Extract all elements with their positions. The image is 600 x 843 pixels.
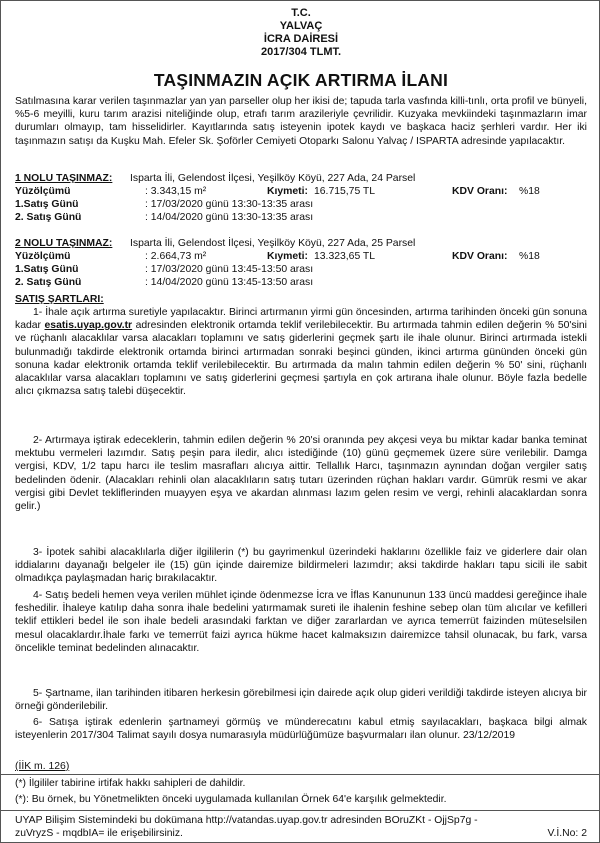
property1-heading: 1 NOLU TAŞINMAZ: xyxy=(15,173,113,184)
condition-1-text-after: adresinden elektronik ortamda teklif verilebilecektir. Bu artırmada tahmin edilen değerin % 50'sini ve rüçhanlı alacaklılar varsa alacakları toplamını ve satış giderlerini geçmek şartı ile ihale olunur. Birinci artırmada istekli bulunmadığı takdirde elektronik ortamda birinci artırmadan sonraki beşinci günden, ikinci artırma gününden önceki gün sonuna kadar elektronik ortamda teklif verilebilecektir. Bu artırmada da malın tahmin edilen değerin % 50' sini, rüçhanlı alacaklılar varsa alacakları toplamını ve satış giderlerini geçmesi şartıyla en çok artırana ihale olunur. Böyle fazla bedelle alıcı çıkmazsa satış talebi düşecektir. xyxy=(15,320,587,398)
footer-line-1: UYAP Bilişim Sistemindeki bu dokümana http://vatandas.uyap.gov.tr adresinden BOruZKt - OjjSp7g - xyxy=(15,815,478,826)
condition-4 xyxy=(15,589,587,655)
property2-sale1-value: : 17/03/2020 günü 13:45-13:50 arası xyxy=(145,264,314,275)
conditions-heading: SATIŞ ŞARTLARI: xyxy=(15,294,104,305)
property1-sale1-label: 1.Satış Günü xyxy=(15,199,79,210)
property2-area-label: Yüzölçümü xyxy=(15,251,71,262)
property1-area-label: Yüzölçümü xyxy=(15,186,71,197)
condition-2 xyxy=(15,434,587,513)
property2-sale2-label: 2. Satış Günü xyxy=(15,277,82,288)
condition-5 xyxy=(15,687,587,713)
property2-area-row xyxy=(15,250,587,263)
note-1: (*) İlgililer tabirine irtifak hakkı sahipleri de dahildir. xyxy=(15,778,246,789)
footer-version: V.İ.No: 2 xyxy=(547,828,587,839)
condition-1 xyxy=(15,306,587,398)
property2-sale1-label: 1.Satış Günü xyxy=(15,264,79,275)
property2-sale2-row xyxy=(15,276,587,289)
footer-line-2-row xyxy=(15,827,587,840)
property2-sale1-row xyxy=(15,263,587,276)
footer-line-2: zuVryzS - mqdbIA= ile erişebilirsiniz. xyxy=(15,828,183,839)
property1-sale1-row xyxy=(15,198,587,211)
property1-sale2-value: : 14/04/2020 günü 13:30-13:35 arası xyxy=(145,212,314,223)
property1-sale1-value: : 17/03/2020 günü 13:30-13:35 arası xyxy=(145,199,314,210)
footer-divider xyxy=(1,810,600,811)
condition-3-text: 3- İpotek sahibi alacaklılarla diğer ilgililerin (*) bu gayrimenkul üzerindeki haklarını özellikle faiz ve giderlere dair olan iddialarını dayanağı belgeler ile (15) gün içinde dairemize bildirmeleri lazımdır; aksi takdirde hakları tapu sicili ile sabit olmadıkça paylaşmadan hariç bırakılacaktır. xyxy=(15,547,587,585)
property2-kdv-label: KDV Oranı: xyxy=(452,251,508,262)
property2-value-label: Kıymeti: xyxy=(267,251,308,262)
header-office: İCRA DAİRESİ xyxy=(263,33,339,45)
property1-heading-row xyxy=(15,172,587,185)
header-file-number: 2017/304 TLMT. xyxy=(260,46,342,58)
page-title: TAŞINMAZIN AÇIK ARTIRMA İLANI xyxy=(153,70,449,90)
intro-paragraph: Satılmasına karar verilen taşınmazlar yan yan parseller olup her ikisi de; tapuda tarla vasfında killi-tınlı, orta profil ve bünyeli, %5-6 meyilli, kuru tarım arazisi niteliğinde olup, etrafı tarım arazileriyle çevrilidir. Kuzyaka mevkiindeki taşınmazların imar durumları olmayıp, tam hisselidirler. Kayıtlarında satış isteyenin ipotek kaydı ve başkaca haciz şerhleri vardır. Her iki taşınmazın satışı da Kuşku Mah. Efeler Sk. Şoförler Cemiyeti Otoparkı Salonu Yalvaç / ISPARTA adresinde yapılacaktır. xyxy=(15,96,587,147)
property2-sale2-value: : 14/04/2020 günü 13:45-13:50 arası xyxy=(145,277,314,288)
property1-kdv-value: %18 xyxy=(519,186,540,197)
property2-area-value: : 2.664,73 m² xyxy=(145,251,207,262)
header-tc: T.C. xyxy=(291,7,311,19)
notes-divider xyxy=(1,774,600,775)
property2-location: Isparta İli, Gelendost İlçesi, Yeşilköy Köyü, 227 Ada, 25 Parsel xyxy=(130,238,416,249)
note-2: (*): Bu örnek, bu Yönetmelikten önceki uygulamada kullanılan Örnek 64'e karşılık gelmektedir. xyxy=(15,794,447,805)
property1-location: Isparta İli, Gelendost İlçesi, Yeşilköy Köyü, 227 Ada, 24 Parsel xyxy=(130,173,416,184)
condition-6-text: 6- Satışa iştirak edenlerin şartnameyi görmüş ve münderecatını kabul etmiş sayılacakları, başkaca bilgi almak isteyenlerin 2017/304 Talimat sayılı dosya numarasıyla müdürlüğümüze başvurmaları ilan olunur. 23/12/2019 xyxy=(15,717,587,742)
property2-value-value: 13.323,65 TL xyxy=(314,251,376,262)
property2-heading-row xyxy=(15,237,587,250)
header-city: YALVAÇ xyxy=(279,20,323,32)
condition-4-text: 4- Satış bedeli hemen veya verilen mühlet içinde ödenmezse İcra ve İflas Kanununun 133 üncü maddesi gereğince ihale feshedilir. İhaleye katılıp daha sonra ihale bedelini yatırmamak sureti ile ihalenin feshine sebep olan tüm alıcılar ve kefilleri teklif ettikleri bedel ile son ihale bedeli arasındaki farktan ve diğer zararlardan ve ayrıca temerrüt faizinden müteselsilen mesul olacaklardır.İhale farkı ve temerrüt faizi ayrıca hükme hacet kalmaksızın dairemizce tahsil olunacak, bu fark, varsa öncelikle teminat bedelinden alınacaktır. xyxy=(15,590,587,654)
property1-sale2-label: 2. Satış Günü xyxy=(15,212,82,223)
property2-heading: 2 NOLU TAŞINMAZ: xyxy=(15,238,113,249)
iik-reference: (İİK m. 126) xyxy=(15,761,70,772)
esatis-link[interactable]: esatis.uyap.gov.tr xyxy=(44,320,133,332)
condition-5-text: 5- Şartname, ilan tarihinden itibaren herkesin görebilmesi için dairede açık olup gideri verildiği takdirde isteyen alıcıya bir örneği gönderilebilir. xyxy=(15,688,587,713)
property1-area-row xyxy=(15,185,587,198)
property2-kdv-value: %18 xyxy=(519,251,540,262)
property1-kdv-label: KDV Oranı: xyxy=(452,186,508,197)
condition-3 xyxy=(15,546,587,586)
property1-area-value: : 3.343,15 m² xyxy=(145,186,207,197)
condition-6 xyxy=(15,716,587,742)
property1-value-label: Kıymeti: xyxy=(267,186,308,197)
condition-2-text: 2- Artırmaya iştirak edeceklerin, tahmin edilen değerin % 20'si oranında pey akçesi veya bu miktar kadar banka teminat mektubu vermeleri lazımdır. Satış peşin para iledir, alıcı istediğinde (10) günü geçmemek üzere süre verilebilir. Damga vergisi, KDV, 1/2 tapu harcı ile teslim masrafları alıcıya aittir. Tellallık Harcı, taşınmazın aynından doğan vergiler satış bedelinden ödenir. (Alacakları rehinli olan alacaklıların satış tutarı üzerinden rüçhan hakları vardır. Gümrük resmi ve akar vergisi gibi Devlet tekliflerinden muayyen eşya ve akardan alınması lazım gelen resim ve vergi, rehinli alacaklardan sonra gelir.) xyxy=(15,435,587,513)
property1-value-value: 16.715,75 TL xyxy=(314,186,376,197)
property1-sale2-row xyxy=(15,211,587,224)
condition-1-text-before: 1- İhale açık artırma suretiyle yapılacaktır. Birinci artırmanın yirmi gün öncesinden, artırma tarihinden önceki gün sonuna kadar xyxy=(15,307,587,332)
